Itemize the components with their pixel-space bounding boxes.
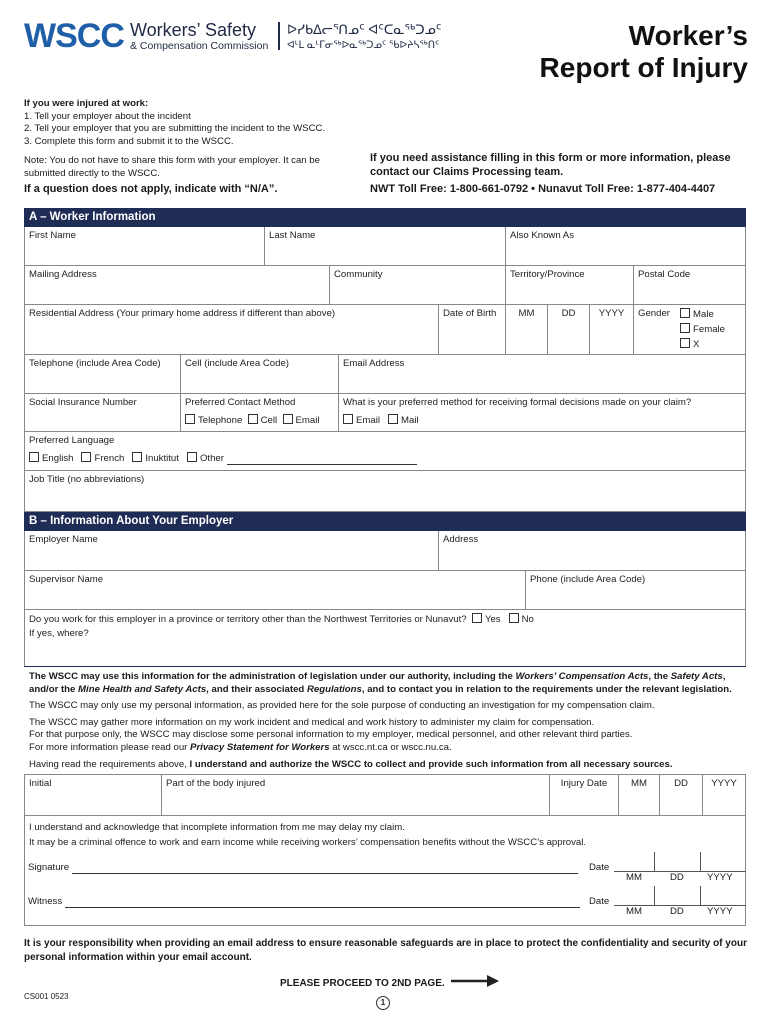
dob-label: Date of Birth	[443, 308, 497, 319]
injury-date-label-cell	[550, 774, 619, 816]
signature-input[interactable]	[72, 862, 578, 874]
na-instruction: If a question does not apply, indicate with “N/A”.	[24, 183, 278, 195]
logo-divider	[278, 22, 280, 50]
wit-mm-label: MM	[626, 906, 642, 917]
residential-address-label: Residential Address (Your primary home address if different than above)	[29, 308, 336, 319]
witness-date-field[interactable]	[614, 886, 746, 906]
assistance-text: If you need assistance filling in this form or more information, please contact our Claims Processing team.	[370, 152, 731, 178]
preferred-contact-cell	[181, 394, 339, 432]
preferred-language-cell	[24, 432, 746, 471]
option-label: Inuktitut	[145, 453, 179, 464]
initial-field[interactable]	[24, 774, 162, 816]
sin-label: Social Insurance Number	[29, 397, 137, 408]
page-number: 1	[376, 996, 390, 1010]
logo-syllabics-line1: ᐅᓯᑲᐃᓕᕐᑎᓄᑦ ᐊᑦᑕᓇᖅᑐᓄᑦ	[287, 22, 442, 37]
gender-cell	[634, 305, 746, 355]
injury-dd-label: DD	[674, 778, 688, 789]
acknowledge-line1: I understand and acknowledge that incomplete information from me may delay my claim.	[29, 822, 405, 833]
dob-mm-label: MM	[518, 308, 535, 319]
language-inuktitut-option[interactable]	[132, 453, 179, 464]
signature-row	[28, 862, 588, 874]
first-name-field[interactable]	[24, 227, 265, 266]
option-label: Cell	[260, 415, 278, 426]
injury-day-field[interactable]	[660, 774, 703, 816]
first-name-label: First Name	[29, 230, 76, 241]
wscc-logo	[24, 18, 464, 58]
privacy-paragraph-1: The WSCC may use this information for the administration of legislation under our authority, including the Workers’ Compensation Acts, the Safety Acts, and/or the Mine Health and Safety Acts, and their associated Regulations, and to contact you in relation to the requirements under the relevant legislation.	[29, 671, 732, 695]
signature-date-label: Date	[589, 862, 610, 873]
dob-dd-label: DD	[561, 308, 576, 319]
employer-address-label: Address	[443, 534, 479, 545]
residential-address-field[interactable]	[24, 305, 439, 355]
aka-label: Also Known As	[510, 230, 574, 241]
instruction-step: 1. Tell your employer about the incident	[24, 110, 191, 122]
job-title-label: Job Title (no abbreviations)	[29, 474, 145, 485]
witness-label: Witness	[28, 896, 63, 907]
preferred-language-label: Preferred Language	[29, 435, 115, 446]
logo-syllabics-line2: ᐊᒻᒪ ᓇᒻᒥᓂᖅᐅᓇᖅᑐᓄᑦ ᖃᐅᔨᓴᖅᑎᑦ	[287, 40, 440, 51]
if-yes-where-label[interactable]: If yes, where?	[29, 628, 89, 639]
option-label: Other	[199, 453, 224, 464]
form-id: CS001 0523	[24, 992, 69, 1001]
contact-email-option[interactable]	[283, 415, 320, 426]
other-province-question: Do you work for this employer in a province or territory other than the Northwest Territories or Nunavut?	[29, 614, 467, 625]
option-label: Telephone	[198, 415, 243, 426]
option-label: French	[94, 453, 125, 464]
injury-date-label: Injury Date	[560, 778, 608, 789]
logo-subtitle: & Compensation Commission	[130, 40, 269, 52]
last-name-field[interactable]	[265, 227, 506, 266]
checkbox[interactable]	[509, 613, 519, 623]
contact-telephone-option[interactable]	[185, 415, 242, 426]
signature-date-field[interactable]	[614, 852, 746, 872]
arrow-right-icon	[451, 975, 499, 987]
witness-date-label: Date	[589, 896, 610, 907]
dob-month-field[interactable]	[506, 305, 548, 355]
employer-name-field[interactable]	[24, 531, 439, 571]
privacy-paragraph-4: Having read the requirements above, I understand and authorize the WSCC to collect and provide such information from all necessary sources.	[29, 758, 673, 770]
injury-month-field[interactable]	[619, 774, 660, 816]
injury-mm-label: MM	[631, 778, 647, 789]
privacy-statement	[24, 666, 746, 775]
employer-phone-field[interactable]	[526, 571, 746, 610]
preferred-contact-label: Preferred Contact Method	[185, 397, 296, 408]
other-province-cell	[24, 610, 746, 666]
language-other-input[interactable]	[227, 453, 417, 465]
proceed-text: PLEASE PROCEED TO 2ND PAGE.	[280, 978, 445, 989]
checkbox[interactable]	[680, 338, 690, 348]
language-other-option[interactable]	[187, 453, 224, 464]
telephone-label: Telephone (include Area Code)	[29, 358, 161, 369]
decision-mail-option[interactable]	[388, 415, 419, 426]
instructions-heading: If you were injured at work:	[24, 98, 149, 109]
body-part-field[interactable]	[162, 774, 550, 816]
option-label: Yes	[484, 614, 501, 625]
witness-row	[28, 896, 588, 908]
last-name-label: Last Name	[269, 230, 316, 241]
title-line1: Worker’s	[628, 20, 748, 51]
language-english-option[interactable]	[29, 453, 73, 464]
other-province-yes-option[interactable]	[472, 614, 501, 625]
sin-field[interactable]	[24, 394, 181, 432]
checkbox[interactable]	[343, 414, 353, 424]
gender-label: Gender	[638, 308, 670, 319]
toll-free-numbers: NWT Toll Free: 1-800-661-0792 • Nunavut Toll Free: 1-877-404-4407	[370, 183, 716, 195]
body-part-label: Part of the body injured	[166, 778, 266, 789]
checkbox[interactable]	[187, 452, 197, 462]
supervisor-name-label: Supervisor Name	[29, 574, 104, 585]
aka-field[interactable]	[506, 227, 746, 266]
community-field[interactable]	[330, 266, 506, 305]
postal-code-field[interactable]	[634, 266, 746, 305]
checkbox[interactable]	[81, 452, 91, 462]
privacy-paragraph-2: The WSCC may only use my personal information, as provided here for the sole purpose of conducting an investigation for my compensation claim.	[29, 700, 655, 712]
sig-yyyy-label: YYYY	[707, 872, 733, 883]
option-label: Mail	[401, 415, 419, 426]
email-label: Email Address	[343, 358, 405, 369]
wit-yyyy-label: YYYY	[707, 906, 733, 917]
other-province-no-option[interactable]	[509, 614, 534, 625]
checkbox[interactable]	[680, 308, 690, 318]
cell-field[interactable]	[181, 355, 339, 394]
option-label: Email	[295, 415, 320, 426]
witness-input[interactable]	[65, 896, 580, 908]
language-french-option[interactable]	[81, 453, 124, 464]
initial-label: Initial	[29, 778, 52, 789]
territory-label: Territory/Province	[510, 269, 585, 280]
option-label: X	[693, 339, 700, 350]
checkbox[interactable]	[283, 414, 293, 424]
checkbox[interactable]	[29, 452, 39, 462]
mailing-address-label: Mailing Address	[29, 269, 97, 280]
checkbox[interactable]	[248, 414, 258, 424]
option-label: Female	[693, 324, 725, 335]
employer-name-label: Employer Name	[29, 534, 98, 545]
telephone-field[interactable]	[24, 355, 181, 394]
checkbox[interactable]	[132, 452, 142, 462]
option-label: No	[521, 614, 534, 625]
wit-dd-label: DD	[670, 906, 684, 917]
decision-method-cell	[339, 394, 746, 432]
supervisor-name-field[interactable]	[24, 571, 526, 610]
section-a-header: A – Worker Information	[24, 208, 746, 227]
checkbox[interactable]	[388, 414, 398, 424]
checkbox[interactable]	[472, 613, 482, 623]
email-responsibility-notice: It is your responsibility when providing an email address to ensure reasonable safeguards are in place to protect the confidentiality and security of your personal information within your email account.	[24, 938, 747, 963]
cell-label: Cell (include Area Code)	[185, 358, 289, 369]
option-label: Male	[693, 309, 714, 320]
option-label: Email	[356, 415, 380, 426]
postal-code-label: Postal Code	[638, 269, 691, 280]
gender-male-option[interactable]	[680, 307, 725, 322]
note-text: Note: You do not have to share this form with your employer. It can be submitted directly to the WSCC.	[24, 155, 320, 179]
title-line2: Report of Injury	[539, 52, 748, 83]
section-b-header: B – Information About Your Employer	[24, 512, 746, 531]
dob-year-field[interactable]	[590, 305, 634, 355]
acknowledge-line2: It may be a criminal offence to work and earn income while receiving workers’ compensation benefits without the WSCC’s approval.	[29, 837, 587, 848]
logo-name: Workers’ Safety	[130, 20, 257, 40]
dob-yyyy-label: YYYY	[598, 308, 625, 319]
dob-day-field[interactable]	[548, 305, 590, 355]
community-label: Community	[334, 269, 383, 280]
email-field[interactable]	[339, 355, 746, 394]
instructions	[24, 98, 364, 148]
territory-field[interactable]	[506, 266, 634, 305]
gender-x-option[interactable]	[680, 337, 725, 352]
injury-yyyy-label: YYYY	[711, 778, 737, 789]
sig-dd-label: DD	[670, 872, 684, 883]
gender-female-option[interactable]	[680, 322, 725, 337]
contact-cell-option[interactable]	[248, 415, 278, 426]
logo-mark: WSCC	[24, 17, 124, 55]
proceed-notice	[280, 975, 499, 989]
checkbox[interactable]	[185, 414, 195, 424]
decision-email-option[interactable]	[343, 415, 380, 426]
instruction-step: 2. Tell your employer that you are submitting the incident to the WSCC.	[24, 123, 326, 135]
job-title-field[interactable]	[24, 471, 746, 512]
privacy-paragraph-3: The WSCC may gather more information on my work incident and medical and work history to administer my claim for compensation. For that purpose only, the WSCC may disclose some personal information to my employer, medical personnel, and other relevant third parties. For more information please read our Privacy Statement for Workers at wscc.nt.ca or wscc.nu.ca.	[29, 716, 633, 753]
signature-label: Signature	[28, 862, 70, 873]
injury-year-field[interactable]	[703, 774, 746, 816]
employer-address-field[interactable]	[439, 531, 746, 571]
checkbox[interactable]	[680, 323, 690, 333]
page-title	[540, 20, 748, 84]
instruction-step: 3. Complete this form and submit it to the WSCC.	[24, 135, 234, 147]
sig-mm-label: MM	[626, 872, 642, 883]
mailing-address-field[interactable]	[24, 266, 330, 305]
decision-method-label: What is your preferred method for receiving formal decisions made on your claim?	[343, 397, 692, 408]
employer-phone-label: Phone (include Area Code)	[530, 574, 646, 585]
dob-label-cell	[439, 305, 506, 355]
option-label: English	[42, 453, 74, 464]
